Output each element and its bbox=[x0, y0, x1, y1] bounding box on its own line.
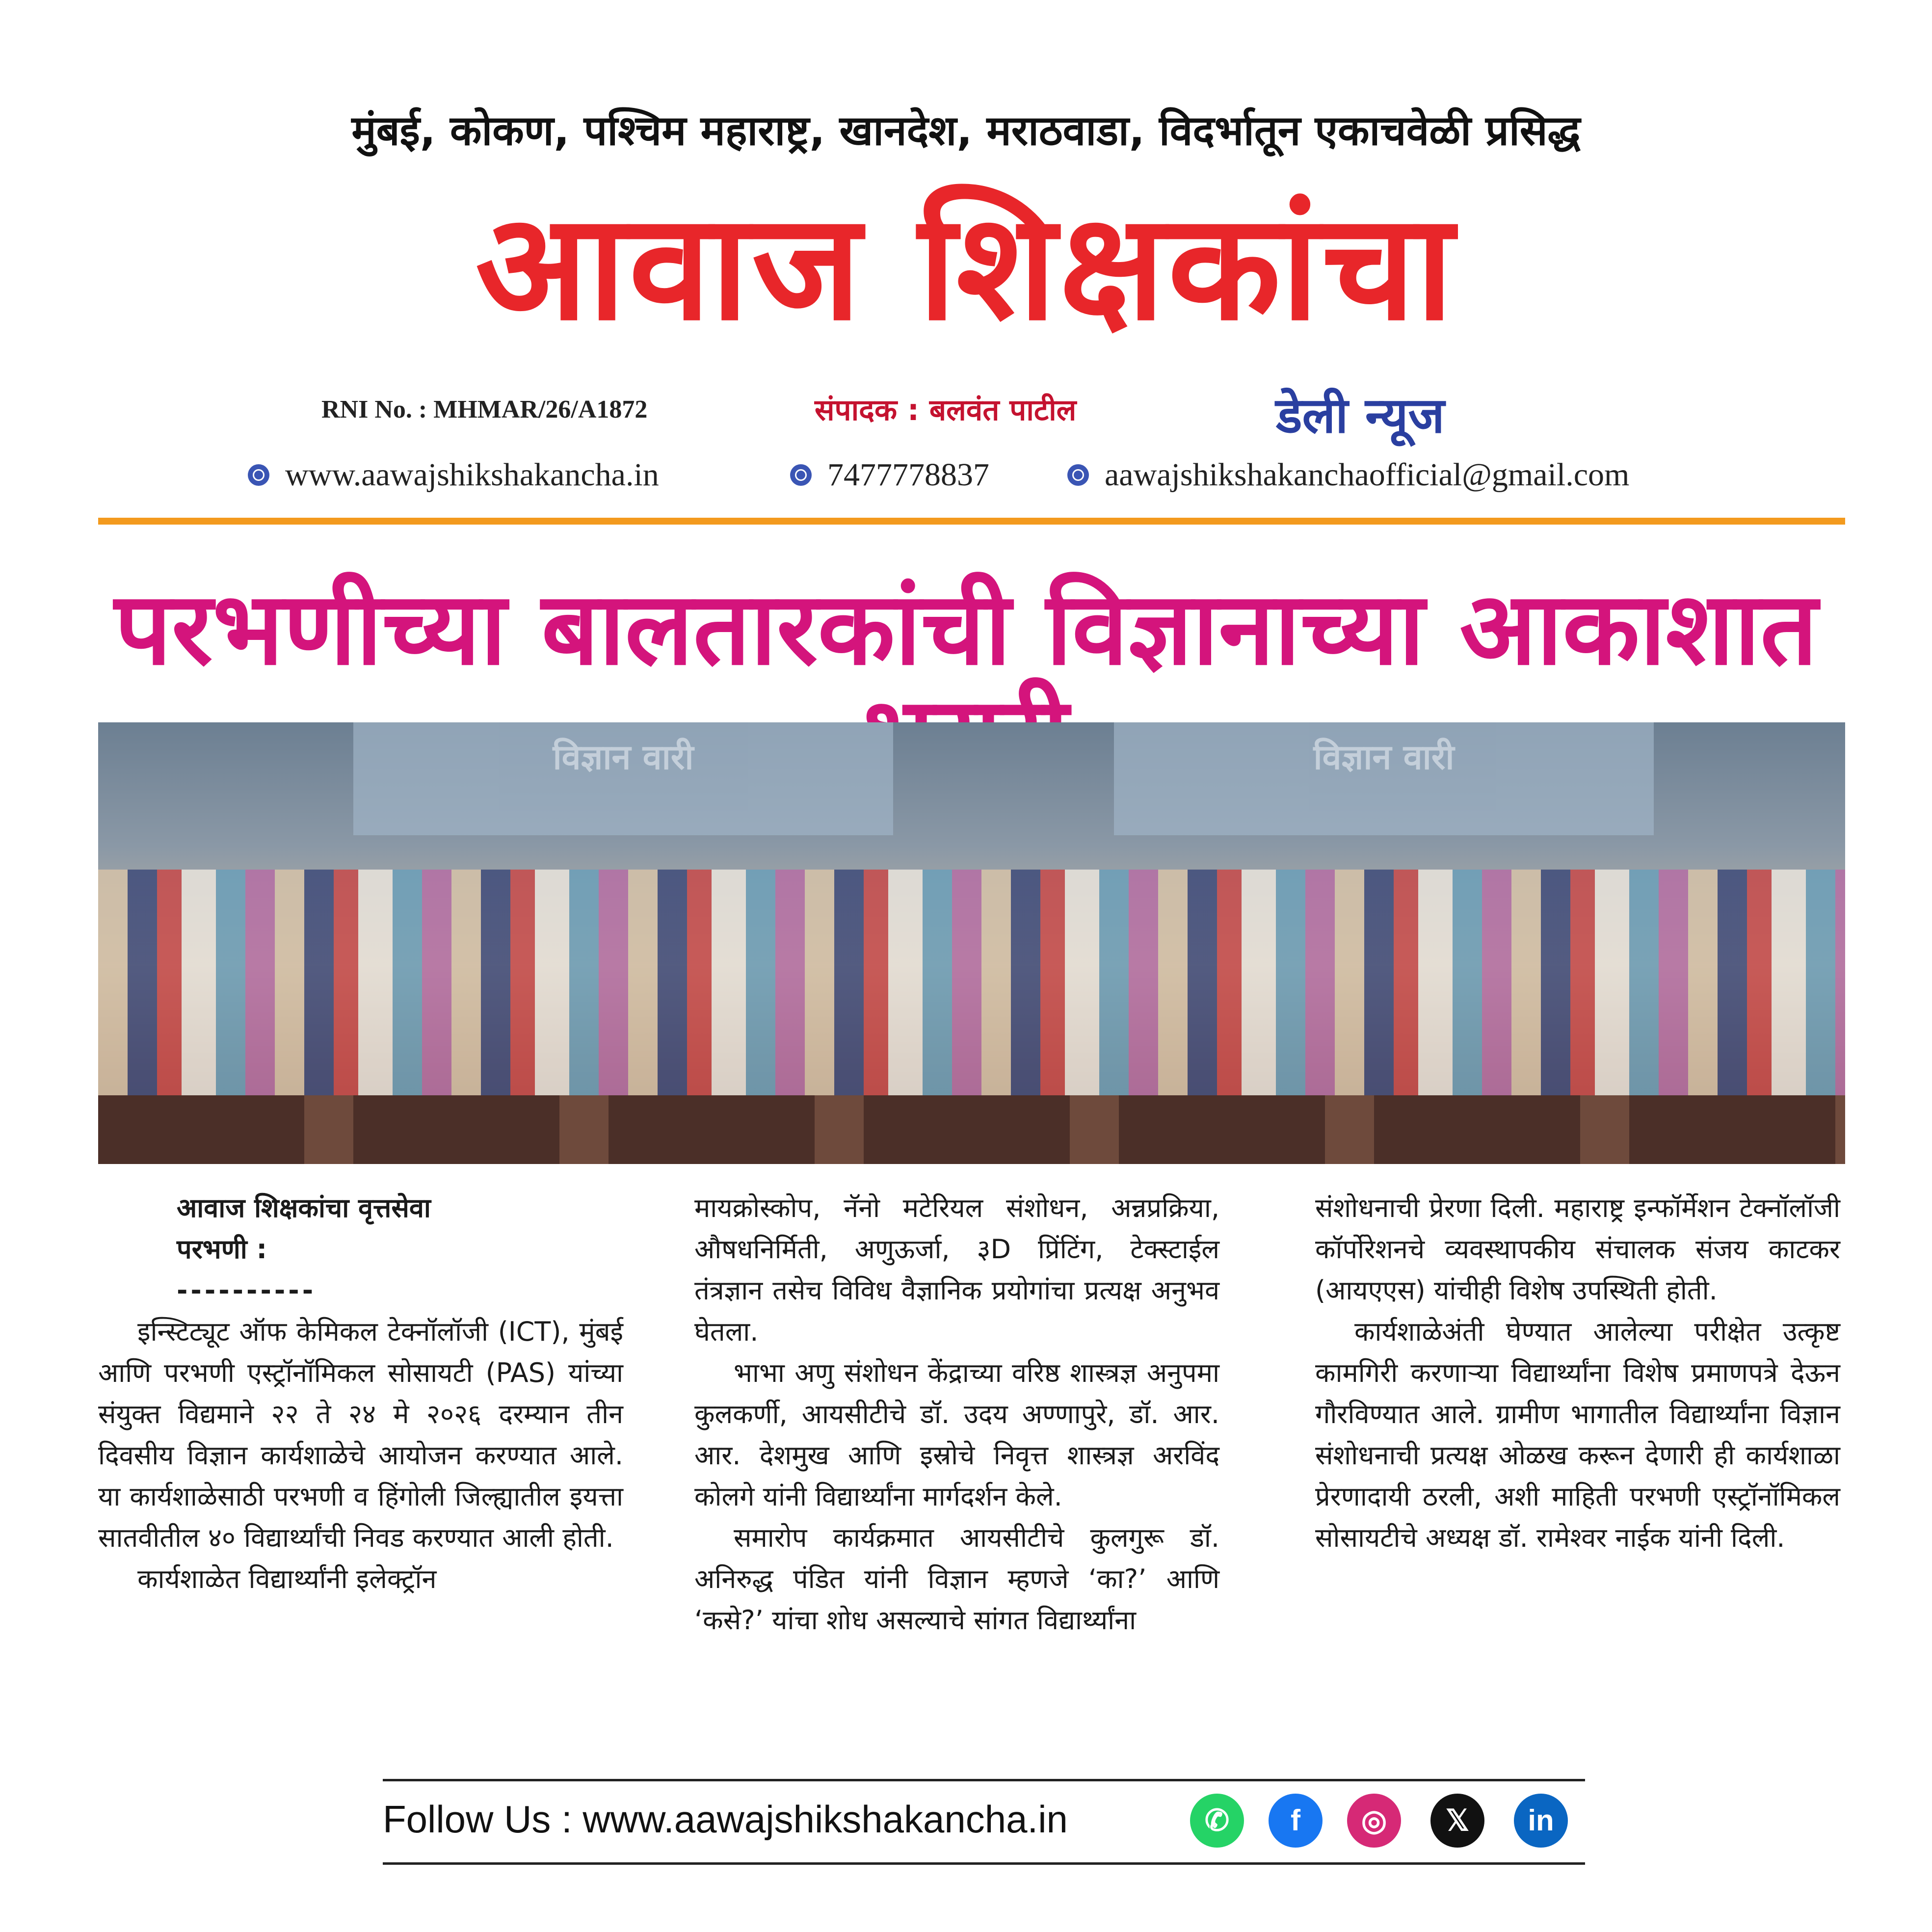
rni-number: RNI No. : MHMAR/26/A1872 bbox=[321, 396, 648, 423]
footer-top-rule bbox=[383, 1779, 1585, 1781]
tagline: मुंबई, कोकण, पश्चिम महाराष्ट्र, खानदेश, मराठवाडा, विदर्भातून एकाचवेळी प्रसिद्ध bbox=[351, 106, 1581, 155]
masthead-title: आवाज शिक्षकांचा bbox=[475, 182, 1457, 353]
auditorium-seats bbox=[98, 1095, 1845, 1164]
article-dateline: परभणी : bbox=[177, 1234, 267, 1265]
group-photo bbox=[98, 722, 1845, 1164]
linkedin-icon[interactable]: in bbox=[1514, 1794, 1568, 1848]
whatsapp-icon[interactable]: ✆ bbox=[1190, 1794, 1244, 1848]
article-paragraph: कार्यशाळेअंती घेण्यात आलेल्या परीक्षेत उत्कृष्ट कामगिरी करणाऱ्या विद्यार्थ्यांना विशेष प्रमाणपत्रे देऊन गौरविण्यात आले. ग्रामीण भागातील विद्यार्थ्यांना विज्ञान संशोधनाची प्रत्यक्ष ओळख करून देणारी ही कार्यशाळा प्रेरणादायी ठरली, अशी माहिती परभणी एस्ट्रॉनॉमिकल सोसायटीचे अध्यक्ष डॉ. रामेश्वर नाईक यांनी दिली. bbox=[1315, 1316, 1840, 1553]
article-paragraph: मायक्रोस्कोप, नॅनो मटेरियल संशोधन, अन्नप्रक्रिया, औषधनिर्मिती, अणुऊर्जा, ३D प्रिंटिंग, टेक्स्टाईल तंत्रज्ञान तसेच विविध वैज्ञानिक प्रयोगांचा प्रत्यक्ष अनुभव घेतला. bbox=[694, 1192, 1219, 1347]
daily-news-label: डेली न्यूज bbox=[1276, 387, 1445, 444]
follow-us-text[interactable]: Follow Us : www.aawajshikshakancha.in bbox=[383, 1798, 1068, 1841]
screen-text-right: विज्ञान वारी bbox=[1313, 737, 1455, 777]
article-column-1 bbox=[98, 1188, 623, 1600]
x-icon[interactable]: 𝕏 bbox=[1430, 1794, 1484, 1848]
article-column-2 bbox=[694, 1188, 1219, 1641]
article-paragraph: कार्यशाळेत विद्यार्थ्यांनी इलेक्ट्रॉन bbox=[137, 1563, 437, 1594]
article-paragraph: संशोधनाची प्रेरणा दिली. महाराष्ट्र इन्फॉर्मेशन टेक्नॉलॉजी कॉर्पोरेशनचे व्यवस्थापकीय संचालक संजय काटकर (आयएएस) यांचीही विशेष उपस्थिती होती. bbox=[1315, 1192, 1840, 1306]
projector-screen-right bbox=[1114, 722, 1654, 835]
projector-screen-left bbox=[353, 722, 893, 835]
email-address[interactable]: aawajshikshakanchaofficial@gmail.com bbox=[1105, 457, 1630, 493]
article-headline: परभणीच्या बालतारकांची विज्ञानाच्या आकाशात bbox=[114, 571, 1818, 688]
phone-icon bbox=[790, 464, 812, 486]
students-group bbox=[98, 870, 1845, 1095]
globe-icon bbox=[248, 464, 269, 486]
article-column-3 bbox=[1315, 1188, 1840, 1559]
article-paragraph: समारोप कार्यक्रमात आयसीटीचे कुलगुरू डॉ. अनिरुद्ध पंडित यांनी विज्ञान म्हणजे ‘का?’ आणि ‘कसे?’ यांचा शोध असल्याचे सांगत विद्यार्थ्यांना bbox=[694, 1522, 1219, 1636]
screen-text-left: विज्ञान वारी bbox=[553, 737, 694, 777]
footer-bottom-rule bbox=[383, 1862, 1585, 1865]
phone-contact[interactable] bbox=[790, 456, 989, 494]
editor-credit: संपादक : बलवंत पाटील bbox=[815, 393, 1077, 427]
phone-number[interactable]: 7477778837 bbox=[827, 457, 989, 493]
facebook-icon[interactable]: f bbox=[1269, 1794, 1323, 1848]
article-paragraph: इन्स्टिट्यूट ऑफ केमिकल टेक्नॉलॉजी (ICT), मुंबई आणि परभणी एस्ट्रॉनॉमिकल सोसायटी (PAS) यांच्या संयुक्त विद्यमाने २२ ते २४ मे २०२६ दरम्यान तीन दिवसीय विज्ञान कार्यशाळेचे आयोजन करण्यात आले. या कार्यशाळेसाठी परभणी व हिंगोली जिल्ह्यातील इयत्ता सातवीतील ४० विद्यार्थ्यांची निवड करण्यात आली होती. bbox=[98, 1316, 623, 1553]
email-icon bbox=[1067, 464, 1089, 486]
byline-separator: ---------- bbox=[177, 1275, 317, 1306]
website-link[interactable]: www.aawajshikshakancha.in bbox=[285, 457, 659, 493]
instagram-icon[interactable]: ◎ bbox=[1347, 1794, 1401, 1848]
website-contact[interactable] bbox=[248, 456, 659, 494]
article-paragraph: भाभा अणु संशोधन केंद्राच्या वरिष्ठ शास्त्रज्ञ अनुपमा कुलकर्णी, आयसीटीचे डॉ. उदय अण्णापुरे, डॉ. आर. आर. देशमुख आणि इस्रोचे निवृत्त शास्त्रज्ञ अरविंद कोलगे यांनी विद्यार्थ्यांना मार्गदर्शन केले. bbox=[694, 1357, 1219, 1512]
header-divider bbox=[98, 518, 1845, 525]
email-contact[interactable] bbox=[1067, 456, 1629, 494]
article-byline: आवाज शिक्षकांचा वृत्तसेवा bbox=[177, 1192, 431, 1223]
